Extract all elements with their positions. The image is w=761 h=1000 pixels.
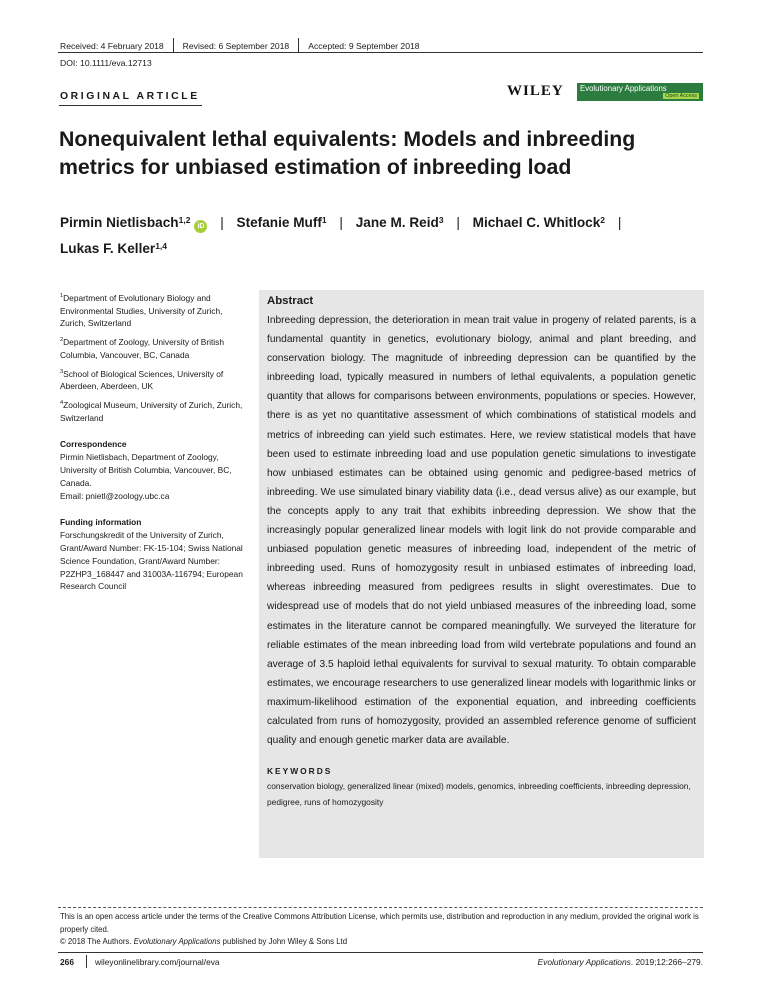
author-separator: | [220,215,224,230]
keywords-heading: KEYWORDS [267,766,333,777]
keywords-text: conservation biology, generalized linear (mixed) models, genomics, inbreeding coefficients, inbreeding depression, pedigree, runs of homozygosity [267,781,691,807]
author-name[interactable]: Lukas F. Keller [60,241,156,256]
correspondence-email[interactable]: Email: pnietl@zoology.ubc.ca [60,490,170,501]
funding-text: Forschungskredit of the University of Zurich, Grant/Award Number: FK-15-104; Swiss National Science Foundation, Grant/Award Number: P2ZHP3_168447 and 31003A-116794; European Research Council [60,530,243,592]
page-number: 266 [60,957,74,967]
license-notice [60,911,706,949]
author-separator: | [456,215,460,230]
open-access-badge: Open Access [665,93,697,99]
footer-divider [86,955,87,968]
affiliation-sup: 3 [60,368,64,375]
copyright-journal: Evolutionary Applications [133,937,221,947]
journal-badge-name: Evolutionary Applications [580,84,667,93]
publisher-logo[interactable]: WILEY [507,83,564,99]
affiliation [60,397,248,424]
affiliation [60,290,248,330]
article-type: ORIGINAL ARTICLE [60,91,200,102]
funding-heading: Funding information [60,517,142,528]
abstract-text: Inbreeding depression, the deterioration in mean trait value in progeny of related parents, is a fundamental quantity in genetics, evolutionary biology, animal and plant breeding, and conservation biology. The magnitude of inbreeding depression can be quantified by the inbreeding load, typically measured in numbers of lethal equivalents, a population genetic quantity that allows for comparisons between environments, populations or species. However, there is as yet no quantitative assessment of which combinations of statistical models and metrics of inbreeding can yield such estimates. Here, we review statistical models that have been used to estimate inbreeding load and use population genetic simulations to investigate how unbiased estimates can be obtained using genomic and pedigree-based metrics of inbreeding. We use simulated binary viability data (i.e., dead versus alive) as our example, but the concepts apply to any trait that exhibits inbreeding depression. We show that the increasingly popular generalized linear models with logit link do not provide comparable and unbiased population genetic measures of inbreeding load, independent of the metric of inbreeding used. Runs of homozygosity result in unbiased estimates of inbreeding load, whereas inbreeding measured from pedigrees results in slight overestimates. Due to widespread use of models that do not yield unbiased measures of the inbreeding load, some estimates in the literature cannot be compared meaningfully. We surveyed the literature for reliable estimates of the mean inbreeding load from wild vertebrate populations and found an average of 3.5 haploid lethal equivalents for survival to sexual maturity. To obtain comparable estimates, we encourage researchers to use generalized linear models with logarithmic links or maximum-likelihood estimation of the exponential equation, and inbreeding coefficients calculated from runs of homozygosity, provided an assembled reference genome of sufficient quality and enough genetic marker data are available. [267,315,696,747]
abstract-box [259,290,704,858]
author-affiliation-sup: 1 [321,215,327,225]
footer-volume: . 2019;12:266–279. [630,957,703,967]
publication-dates [60,38,703,53]
revised-date: Revised: 6 September 2018 [182,40,290,51]
abstract-heading: Abstract [267,295,314,307]
author-name[interactable]: Pirmin Nietlisbach [60,215,179,230]
license-divider [58,907,703,908]
doi[interactable]: DOI: 10.1111/eva.12713 [60,58,152,68]
divider [298,38,299,53]
received-date: Received: 4 February 2018 [60,40,164,51]
article-title: Nonequivalent lethal equivalents: Models and inbreeding metrics for unbiased estimation of inbreeding load [59,127,636,179]
header-rule [58,52,703,53]
author-affiliation-sup: 1,2 [178,215,191,225]
affiliation-sup: 2 [60,337,64,344]
affiliation [60,334,248,361]
affiliation-text: Department of Evolutionary Biology and Environmental Studies, University of Zurich, Zurich, Switzerland [60,292,223,329]
affiliation-sup: 1 [60,293,64,299]
author-separator: | [617,215,622,230]
affiliation-text: Zoological Museum, University of Zurich, Zurich, Switzerland [60,399,243,423]
copyright-prefix: © 2018 The Authors. [60,937,134,947]
affiliation-text: Department of Zoology, University of British Columbia, Vancouver, BC, Canada [60,336,225,360]
journal-badge[interactable] [577,83,703,101]
accepted-date: Accepted: 9 September 2018 [308,40,420,51]
author-affiliation-sup: 1,4 [155,241,168,251]
sidebar-metadata [60,290,248,593]
affiliation [60,366,248,393]
orcid-icon[interactable]: iD [194,220,207,233]
footer-rule [58,952,703,953]
author-affiliation-sup: 3 [438,215,444,225]
copyright-suffix: published by John Wiley & Sons Ltd [220,937,348,947]
journal-url[interactable]: wileyonlinelibrary.com/journal/eva [95,957,220,967]
author-name[interactable]: Jane M. Reid [355,215,439,230]
footer-journal: Evolutionary Applications [537,957,631,967]
affiliation-text: School of Biological Sciences, University of Aberdeen, Aberdeen, UK [60,368,224,392]
divider [173,38,174,53]
correspondence-text: Pirmin Nietlisbach, Department of Zoology, University of British Columbia, Vancouver, BC, Canada. [60,452,232,488]
author-affiliation-sup: 2 [600,215,606,225]
article-type-underline [59,105,202,106]
license-text: This is an open access article under the terms of the Creative Commons Attribution License, which permits use, distribution and reproduction in any medium, provided the original work is properly cited. [60,912,699,934]
affiliation-sup: 4 [60,399,64,406]
copyright-line [60,936,706,949]
correspondence-heading: Correspondence [60,439,127,450]
author-name[interactable]: Stefanie Muff [236,215,322,230]
author-name[interactable]: Michael C. Whitlock [472,215,601,230]
author-separator: | [339,215,343,230]
author-list [60,210,720,262]
footer-citation [538,957,703,967]
